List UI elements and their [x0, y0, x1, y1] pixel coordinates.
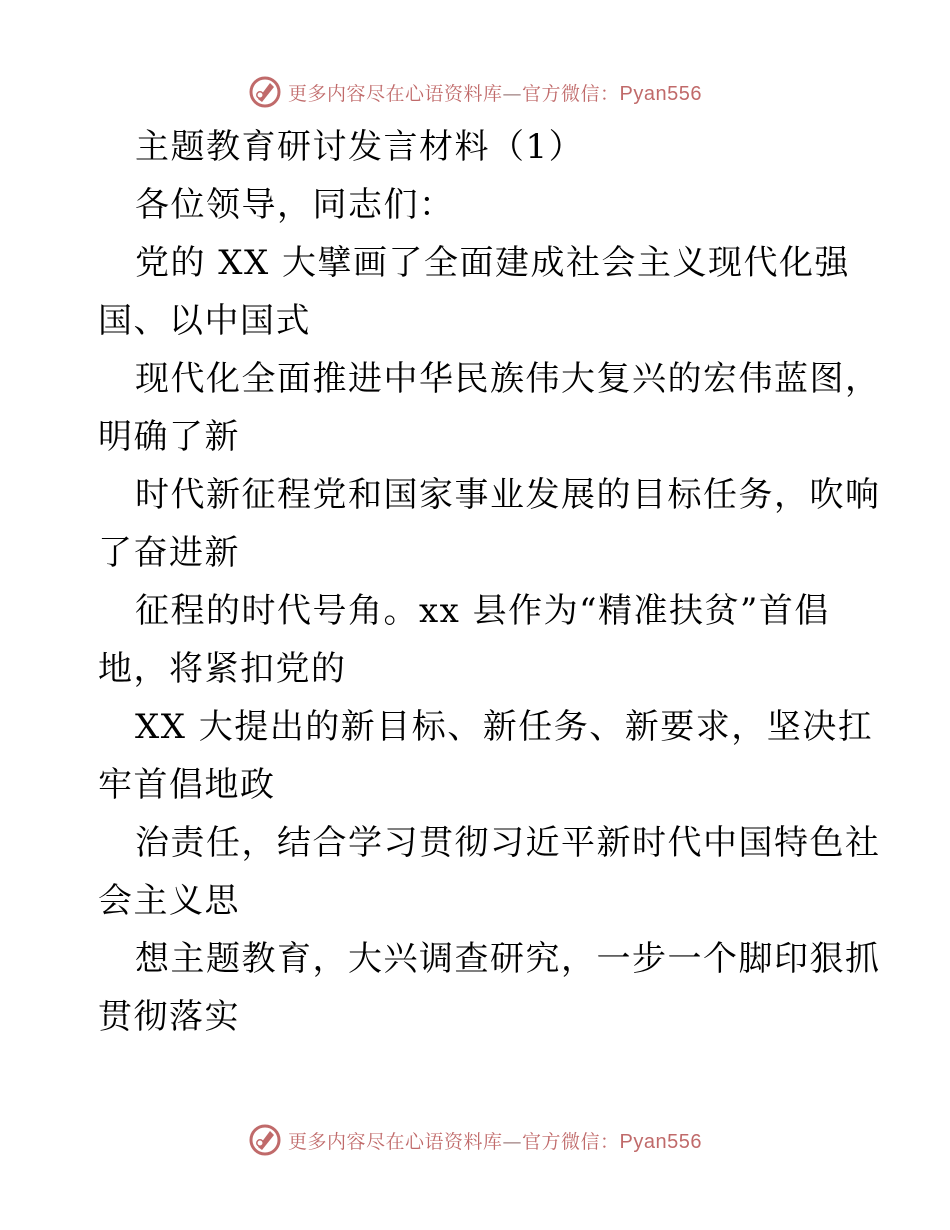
watermark-banner-bottom: [0, 1120, 950, 1160]
paragraph-line: 现代化全面推进中华民族伟大复兴的宏伟蓝图，: [135, 359, 881, 399]
paragraph-line: 地，将紧扣党的: [98, 649, 347, 689]
paragraph-line: 牢首倡地政: [98, 765, 276, 805]
document-greeting: 各位领导，同志们：: [135, 185, 455, 225]
paragraph-line: 会主义思: [98, 881, 240, 921]
watermark-handle: Pyan556: [619, 1130, 702, 1153]
document-title: 主题教育研讨发言材料（1）: [135, 127, 585, 167]
watermark-dash: —: [502, 1130, 523, 1153]
watermark-handle: Pyan556: [619, 82, 702, 105]
paragraph-line: 时代新征程党和国家事业发展的目标任务，吹响: [135, 475, 881, 515]
paragraph-line: 明确了新: [98, 417, 240, 457]
pen-nib-logo-icon: [248, 75, 282, 109]
watermark-site-text: 更多内容尽在心语资料库: [288, 1130, 503, 1153]
paragraph-line: 了奋进新: [98, 533, 240, 573]
paragraph-line: 治责任，结合学习贯彻习近平新时代中国特色社: [135, 823, 881, 863]
paragraph-line: 征程的时代号角。xx 县作为“精准扶贫”首倡: [135, 591, 830, 631]
paragraph-line: 贯彻落实: [98, 997, 240, 1037]
document-body: [98, 118, 881, 1046]
watermark-dash: —: [502, 82, 523, 105]
watermark-site-text: 更多内容尽在心语资料库: [288, 82, 503, 105]
watermark-wechat-label: 官方微信：: [522, 82, 620, 105]
paragraph-line: 想主题教育，大兴调查研究，一步一个脚印狠抓: [135, 939, 881, 979]
pen-nib-logo-icon: [248, 1123, 282, 1157]
paragraph-line: 党的 XX 大擘画了全面建成社会主义现代化强: [135, 243, 851, 283]
watermark-banner-top: [0, 72, 950, 112]
watermark-wechat-label: 官方微信：: [522, 1130, 620, 1153]
paragraph-line: 国、以中国式: [98, 301, 311, 341]
paragraph-line: XX 大提出的新目标、新任务、新要求，坚决扛: [135, 707, 874, 747]
